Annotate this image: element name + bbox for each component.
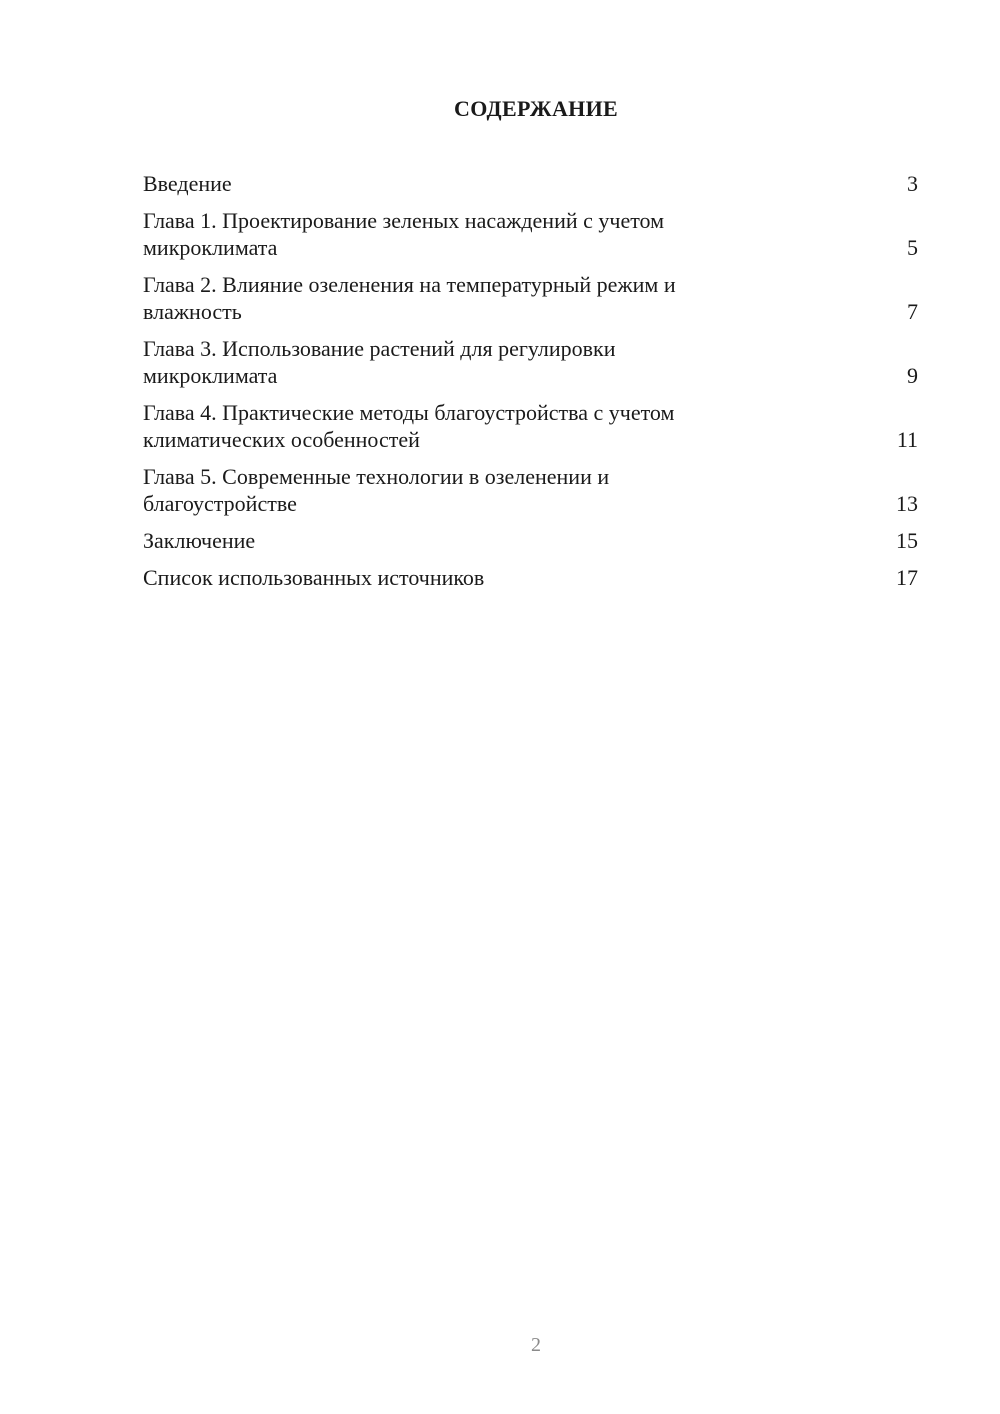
toc-entry-conclusion bbox=[143, 527, 918, 554]
toc-entry-references bbox=[143, 564, 918, 591]
toc-entry-title-line: Список использованных источников bbox=[143, 565, 485, 590]
toc-entry-title-line: Глава 3. Использование растений для регулировки bbox=[143, 336, 616, 361]
toc-entry-page: 9 bbox=[907, 363, 918, 388]
toc-entry-title-line: микроклимата bbox=[143, 363, 278, 388]
toc-entry-page: 3 bbox=[907, 171, 918, 196]
toc-entry-chapter-5 bbox=[143, 463, 918, 517]
toc-entry-title-line: Глава 5. Современные технологии в озеленении и bbox=[143, 464, 610, 489]
toc-entry-page: 13 bbox=[896, 491, 918, 516]
toc-entry-page: 15 bbox=[896, 528, 918, 553]
toc-entry-title bbox=[143, 335, 783, 389]
toc-heading: СОДЕРЖАНИЕ bbox=[454, 96, 618, 121]
toc-entry-chapter-1 bbox=[143, 207, 918, 261]
toc-entry-introduction bbox=[143, 170, 918, 197]
toc-entry-title bbox=[143, 271, 783, 325]
toc-entry-title-line: Глава 4. Практические методы благоустройства с учетом bbox=[143, 400, 675, 425]
toc-entry-title-line: Глава 1. Проектирование зеленых насаждений с учетом bbox=[143, 208, 665, 233]
toc-entry-page: 17 bbox=[896, 565, 918, 590]
toc-entry-title bbox=[143, 564, 783, 591]
toc-list bbox=[143, 170, 918, 601]
toc-entry-title-line: климатических особенностей bbox=[143, 427, 420, 452]
toc-entry-title-line: Введение bbox=[143, 171, 232, 196]
toc-entry-title bbox=[143, 207, 783, 261]
toc-entry-page: 5 bbox=[907, 235, 918, 260]
toc-entry-chapter-4 bbox=[143, 399, 918, 453]
toc-entry-title-line: микроклимата bbox=[143, 235, 278, 260]
toc-entry-title bbox=[143, 399, 783, 453]
toc-entry-title-line: влажность bbox=[143, 299, 242, 324]
toc-entry-title-line: Глава 2. Влияние озеленения на температурный режим и bbox=[143, 272, 676, 297]
toc-entry-chapter-2 bbox=[143, 271, 918, 325]
toc-entry-page: 7 bbox=[907, 299, 918, 324]
toc-entry-title-line: Заключение bbox=[143, 528, 256, 553]
toc-entry-title-line: благоустройстве bbox=[143, 491, 297, 516]
page-number: 2 bbox=[531, 1334, 541, 1356]
toc-entry-chapter-3 bbox=[143, 335, 918, 389]
toc-entry-title bbox=[143, 170, 783, 197]
toc-entry-title bbox=[143, 463, 783, 517]
toc-entry-title bbox=[143, 527, 783, 554]
toc-entry-page: 11 bbox=[896, 427, 918, 452]
